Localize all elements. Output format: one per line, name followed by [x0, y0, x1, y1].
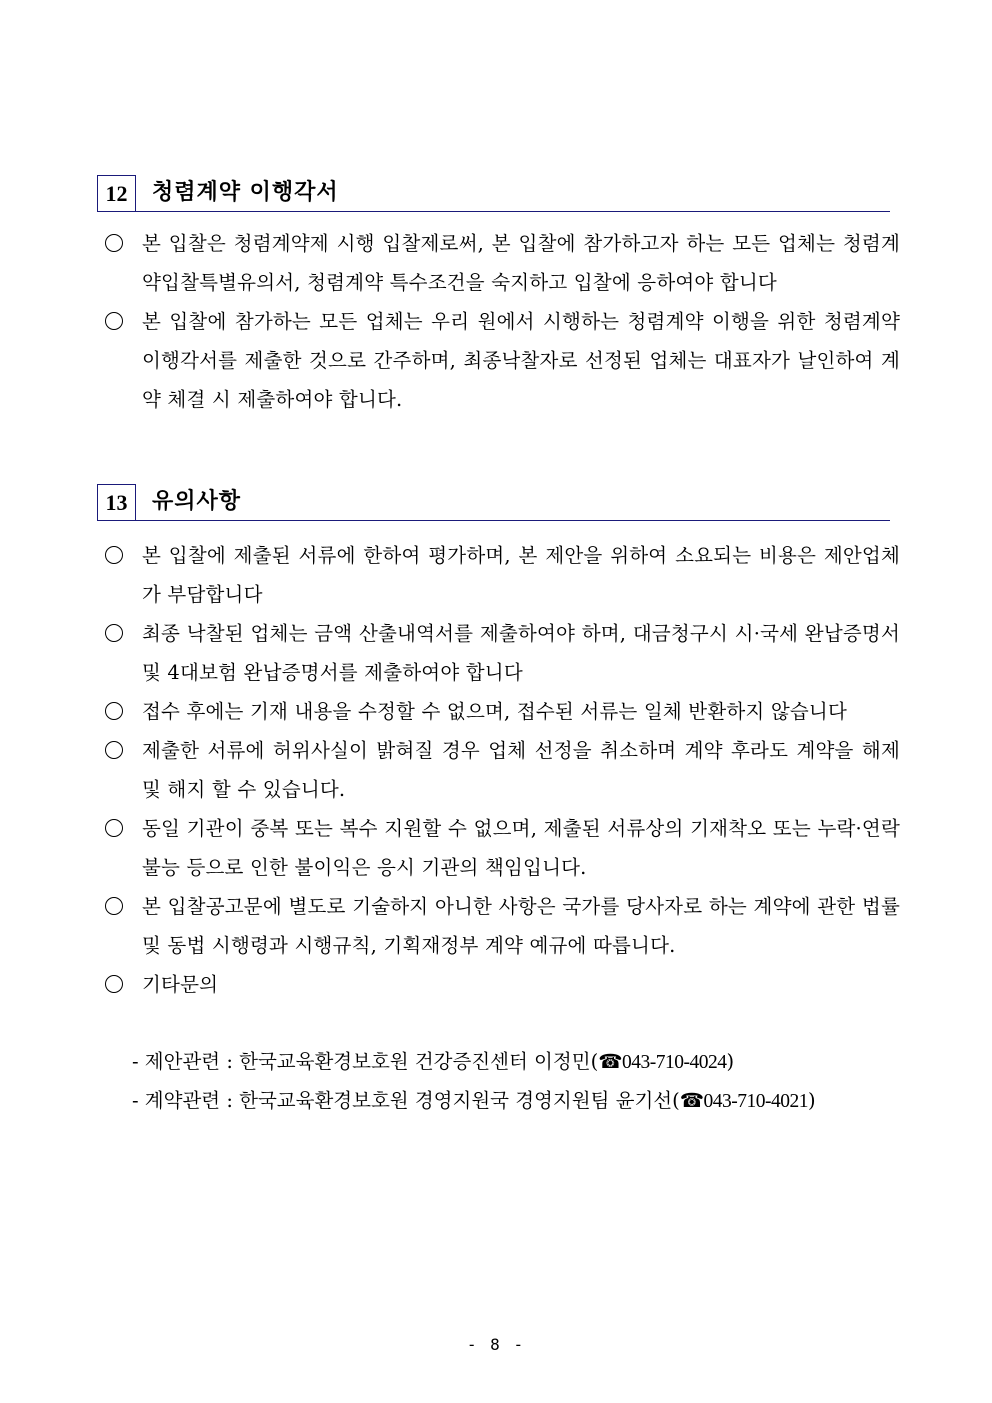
list-item: 제출한 서류에 허위사실이 밝혀질 경우 업체 선정을 취소하며 계약 후라도 계약을 해제 및 해지 할 수 있습니다. [105, 731, 900, 809]
circle-bullet-icon [105, 624, 123, 642]
list-item: 본 입찰에 참가하는 모든 업체는 우리 원에서 시행하는 청렴계약 이행을 위한 청렴계약 이행각서를 제출한 것으로 간주하며, 최종낙찰자로 선정된 업체는 대표자가 날인하여 계약 체결 시 제출하여야 합니다. [105, 302, 900, 419]
list-item: 동일 기관이 중복 또는 복수 지원할 수 없으며, 제출된 서류상의 기재착오 또는 누락·연락불능 등으로 인한 불이익은 응시 기관의 책임입니다. [105, 809, 900, 887]
list-item: 기타문의 [105, 965, 900, 1004]
phone-number: ☎043-710-4021 [679, 1091, 809, 1112]
circle-bullet-icon [105, 975, 123, 993]
contact-proposal: - 제안관련 : 한국교육환경보호원 건강증진센터 이정민(☎043-710-4024) [132, 1050, 735, 1073]
circle-bullet-icon [105, 546, 123, 564]
section-13-header [97, 484, 890, 521]
section-number: 13 [97, 484, 136, 521]
circle-bullet-icon [105, 819, 123, 837]
list-item: 본 입찰에 제출된 서류에 한하여 평가하며, 본 제안을 위하여 소요되는 비용은 제안업체가 부담합니다 [105, 536, 900, 614]
section-13-list [105, 536, 900, 1004]
section-number: 12 [97, 175, 136, 212]
phone-number: ☎043-710-4024 [598, 1052, 727, 1073]
list-item: 최종 낙찰된 업체는 금액 산출내역서를 제출하여야 하며, 대금청구시 시·국세 완납증명서 및 4대보험 완납증명서를 제출하여야 합니다 [105, 614, 900, 692]
section-12-list [105, 224, 900, 419]
section-12-header [97, 175, 890, 212]
circle-bullet-icon [105, 741, 123, 759]
section-title: 유의사항 [152, 489, 242, 514]
circle-bullet-icon [105, 312, 123, 330]
circle-bullet-icon [105, 234, 123, 252]
list-item: 본 입찰은 청렴계약제 시행 입찰제로써, 본 입찰에 참가하고자 하는 모든 업체는 청렴계약입찰특별유의서, 청렴계약 특수조건을 숙지하고 입찰에 응하여야 합니다 [105, 224, 900, 302]
list-item: 본 입찰공고문에 별도로 기술하지 아니한 사항은 국가를 당사자로 하는 계약에 관한 법률 및 동법 시행령과 시행규칙, 기획재정부 계약 예규에 따릅니다. [105, 887, 900, 965]
circle-bullet-icon [105, 897, 123, 915]
section-title: 청렴계약 이행각서 [152, 180, 339, 205]
contact-contract: - 계약관련 : 한국교육환경보호원 경영지원국 경영지원팀 윤기선(☎043-710-4021) [132, 1089, 816, 1112]
circle-bullet-icon [105, 702, 123, 720]
list-item: 접수 후에는 기재 내용을 수정할 수 없으며, 접수된 서류는 일체 반환하지 않습니다 [105, 692, 900, 731]
page-number: - 8 - [466, 1335, 526, 1354]
